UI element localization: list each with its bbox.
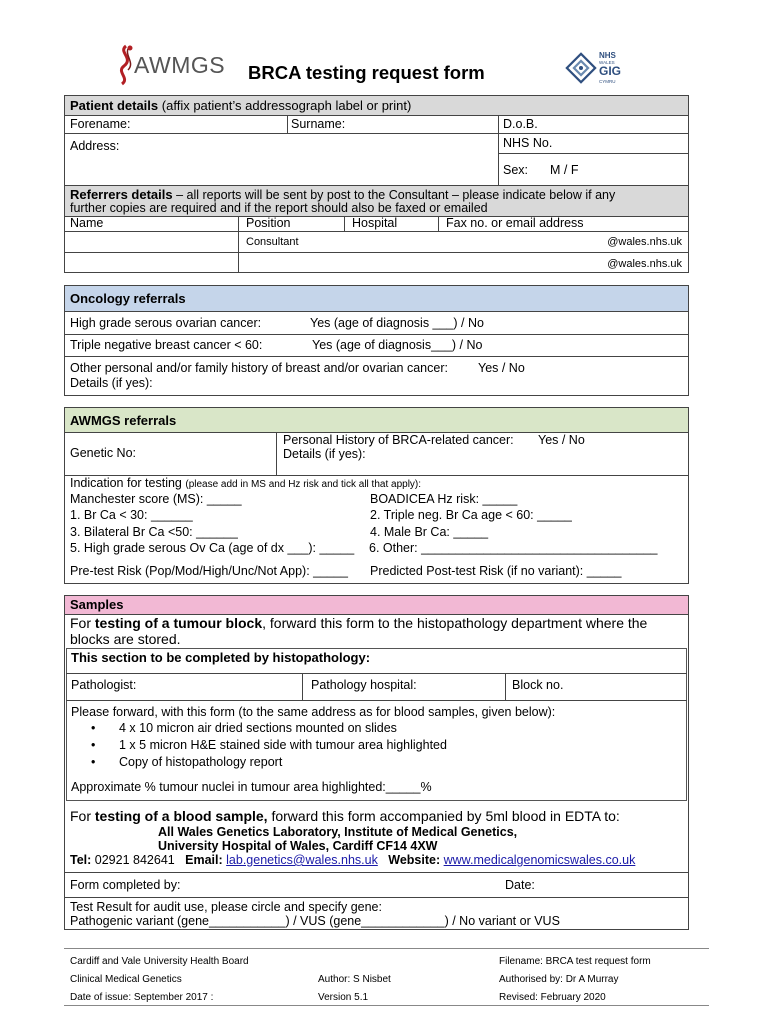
hgs-ovarian-label: High grade serous ovarian cancer:	[70, 316, 262, 330]
forward-instruction: Please forward, with this form (to the same address as for blood samples, given below):	[71, 705, 556, 719]
histopathology-heading: This section to be completed by histopathology:	[71, 650, 371, 665]
indication-label: Indication for testing	[70, 476, 182, 490]
footer-department: Clinical Medical Genetics	[70, 974, 182, 985]
contact-line	[70, 853, 635, 868]
email-label: Email:	[185, 853, 223, 867]
genetic-no-field[interactable]: Genetic No:	[70, 446, 137, 460]
posttest-risk[interactable]: Predicted Post-test Risk (if no variant): _____	[370, 564, 622, 578]
tel-number: 02921 842641	[94, 853, 175, 867]
nhs-wales-logo	[565, 48, 641, 88]
bullet-sections: • 4 x 10 micron air dried sections mounted on slides	[91, 720, 447, 737]
referrers-heading-text: Referrers details	[70, 187, 173, 202]
other-history-details[interactable]: Details (if yes):	[70, 376, 153, 390]
bullet-report: • Copy of histopathology report	[91, 754, 447, 771]
footer-revised: Revised: February 2020	[499, 992, 606, 1003]
footer-authorised: Authorised by: Dr A Murray	[499, 974, 619, 985]
hgs-ov-ca[interactable]: 5. High grade serous Ov Ca (age of dx ___): _____	[70, 541, 355, 555]
referrer-row2-email[interactable]: @wales.nhs.uk	[607, 258, 682, 270]
boadicea-risk[interactable]: BOADICEA Hz risk: _____	[370, 492, 518, 506]
pretest-risk[interactable]: Pre-test Risk (Pop/Mod/High/Unc/Not App): _____	[70, 564, 348, 578]
footer-health-board: Cardiff and Vale University Health Board	[70, 956, 249, 967]
col-position: Position	[246, 216, 291, 230]
male-br-ca[interactable]: 4. Male Br Ca: _____	[370, 525, 489, 539]
personal-history-label: Personal History of BRCA-related cancer:	[283, 433, 514, 447]
pathologist-field[interactable]: Pathologist:	[71, 678, 137, 692]
form-completed-by-field[interactable]: Form completed by:	[70, 878, 181, 892]
tumour-block-instruction	[70, 615, 647, 631]
lab-address-line1: All Wales Genetics Laboratory, Institute of Medical Genetics,	[158, 825, 518, 839]
cymru-text: CYMRU	[599, 79, 616, 84]
oncology-heading: Oncology referrals	[70, 291, 186, 306]
bilateral-br-ca[interactable]: 3. Bilateral Br Ca <50: ______	[70, 525, 238, 539]
other-history-options[interactable]: Yes / No	[478, 361, 525, 375]
tumour-pre: For	[70, 615, 95, 631]
footer-filename: Filename: BRCA test request form	[499, 956, 651, 967]
footer-date-issue: Date of issue: September 2017 :	[70, 992, 214, 1003]
other-indication[interactable]: 6. Other: __________________________________	[369, 541, 658, 555]
referrers-note-line1: – all reports will be sent by post to the Consultant – please indicate below if any	[176, 188, 616, 202]
awmgs-logo	[112, 42, 224, 86]
sex-options[interactable]: M / F	[550, 163, 579, 177]
website-label: Website:	[388, 853, 441, 867]
referrer-row1-email[interactable]: @wales.nhs.uk	[607, 236, 682, 248]
logo-text: AWMGS	[134, 52, 226, 78]
hgs-ovarian-options[interactable]: Yes (age of diagnosis ___) / No	[310, 316, 484, 330]
footer-version: Version 5.1	[318, 992, 369, 1003]
dragon-emblem-icon	[565, 52, 597, 84]
tel-label: Tel:	[70, 853, 92, 867]
tnbc-label: Triple negative breast cancer < 60:	[70, 338, 263, 352]
bullet-he-slide: • 1 x 5 micron H&E stained side with tumour area highlighted	[91, 737, 447, 754]
col-fax-email: Fax no. or email address	[446, 216, 584, 230]
tumour-block-line2: blocks are stored.	[70, 631, 181, 647]
other-history-label: Other personal and/or family history of breast and/or ovarian cancer:	[70, 361, 448, 375]
histopathology-bullets	[91, 720, 447, 771]
patient-section	[64, 95, 689, 273]
patient-heading-note: (affix patient’s addressograph label or print)	[161, 98, 412, 113]
tnbc-options[interactable]: Yes (age of diagnosis___) / No	[312, 338, 483, 352]
col-name: Name	[70, 216, 104, 230]
referrer-row1-position[interactable]: Consultant	[246, 236, 299, 248]
page-title: BRCA testing request form	[248, 62, 485, 83]
audit-line1: Test Result for audit use, please circle and specify gene:	[70, 900, 382, 914]
tumour-bold: testing of a tumour block	[94, 615, 263, 631]
samples-heading: Samples	[70, 597, 124, 612]
blood-bold: testing of a blood sample,	[94, 808, 268, 824]
email-link[interactable]: lab.genetics@wales.nhs.uk	[226, 853, 378, 867]
audit-gene-field[interactable]: Pathogenic variant (gene___________) / VUS (gene____________) / No variant or VUS	[70, 914, 560, 928]
block-no-field[interactable]: Block no.	[512, 678, 564, 692]
tumour-post: , forward this form to the histopathology department where the	[262, 615, 648, 631]
gig-text: GIG	[599, 64, 622, 78]
samples-header	[65, 596, 688, 614]
blood-sample-instruction	[70, 808, 620, 824]
footer-author: Author: S Nisbet	[318, 974, 391, 985]
patient-heading	[70, 98, 411, 113]
col-hospital: Hospital	[352, 216, 398, 230]
tumour-nuclei-field[interactable]: Approximate % tumour nuclei in tumour area highlighted:_____%	[71, 780, 432, 794]
manchester-score[interactable]: Manchester score (MS): _____	[70, 492, 242, 506]
dob-field[interactable]: D.o.B.	[503, 117, 538, 131]
blood-pre: For	[70, 808, 95, 824]
personal-history-options[interactable]: Yes / No	[538, 433, 585, 447]
nhs-text: NHS	[599, 51, 616, 60]
lab-address-line2: University Hospital of Wales, Cardiff CF14 4XW	[158, 839, 438, 853]
surname-field[interactable]: Surname:	[291, 117, 346, 131]
website-link[interactable]: www.medicalgenomicswales.co.uk	[443, 853, 636, 867]
pathology-hospital-field[interactable]: Pathology hospital:	[311, 678, 417, 692]
indication-note: (please add in MS and Hz risk and tick all that apply):	[185, 479, 422, 490]
awmgs-heading: AWMGS referrals	[70, 413, 177, 428]
personal-history-details[interactable]: Details (if yes):	[283, 447, 366, 461]
indication-line	[70, 476, 421, 492]
blood-post: forward this form accompanied by 5ml blood in EDTA to:	[267, 808, 620, 824]
triple-neg-br-ca[interactable]: 2. Triple neg. Br Ca age < 60: _____	[370, 508, 572, 522]
wales-text: WALES	[599, 60, 615, 65]
sex-label: Sex:	[503, 163, 529, 177]
forename-field[interactable]: Forename:	[70, 117, 131, 131]
date-field[interactable]: Date:	[505, 878, 535, 892]
br-ca-30[interactable]: 1. Br Ca < 30: ______	[70, 508, 193, 522]
address-field[interactable]: Address:	[70, 139, 120, 153]
referrers-note-line2: further copies are required and if the report should also be faxed or emailed	[70, 201, 488, 215]
nhs-number-field[interactable]: NHS No.	[503, 136, 553, 150]
patient-heading-text: Patient details	[70, 98, 159, 113]
